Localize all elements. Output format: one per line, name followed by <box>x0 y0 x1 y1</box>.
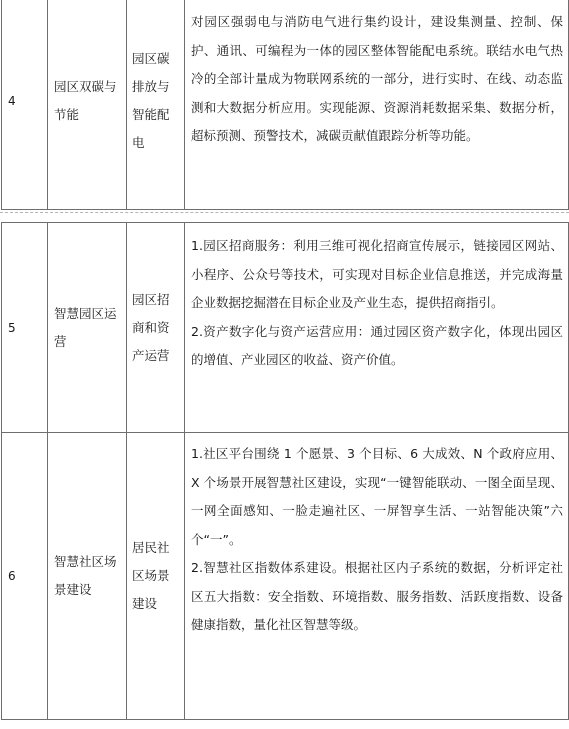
category-cell: 园区双碳与节能 <box>48 0 127 210</box>
subcategory-cell: 园区招商和资产运营 <box>127 223 185 433</box>
subcategory-cell: 居民社区场景建设 <box>127 433 185 720</box>
table-row <box>2 433 569 720</box>
description-paragraph: 1.园区招商服务：利用三维可视化招商宣传展示，链接园区网站、小程序、公众号等技术，可实现对目标企业信息推送，并完成海量企业数据挖掘潜在目标企业及产业生态，提供招商指引。 <box>191 238 563 310</box>
row-number: 6 <box>2 433 48 720</box>
description-paragraph: 2.资产数字化与资产运营应用：通过园区资产数字化，体现出园区的增值、产业园区的收益、资产价值。 <box>191 323 563 367</box>
category-cell: 智慧社区场景建设 <box>48 433 127 720</box>
table-row <box>2 223 569 433</box>
description-paragraph: 1.社区平台围绕 1 个愿景、3 个目标、6 大成效、N 个政府应用、X 个场景开展智慧社区建设，实现“一键智能联动、一图全面呈现、一网全面感知、一脸走遍社区、一屏智享生活、一站智能决策”六个“一”。 <box>191 446 563 547</box>
table-row-6 <box>1 432 569 720</box>
table-row-4 <box>1 0 569 210</box>
category-cell: 智慧园区运营 <box>48 223 127 433</box>
subcategory-cell: 园区碳排放与智能配电 <box>127 0 185 210</box>
description-cell <box>185 223 569 433</box>
row-number: 5 <box>2 223 48 433</box>
description-paragraph: 对园区强弱电与消防电气进行集约设计，建设集测量、控制、保护、通讯、可编程为一体的园区整体智能配电系统。联结水电气热冷的全部计量成为物联网系统的一部分，进行实时、在线、动态监测和大数据分析应用。实现能源、资源消耗数据采集、数据分析，超标预测、预警技术，减碳贡献值跟踪分析等功能。 <box>191 14 563 143</box>
table-row <box>2 0 569 210</box>
row-number: 4 <box>2 0 48 210</box>
page-break-divider <box>0 212 569 213</box>
description-cell <box>185 433 569 720</box>
description-paragraph: 2.智慧社区指数体系建设。根据社区内子系统的数据，分析评定社区五大指数：安全指数、环境指数、服务指数、活跃度指数、设备健康指数，量化社区智慧等级。 <box>191 560 563 632</box>
description-cell <box>185 0 569 210</box>
table-row-5 <box>1 222 569 433</box>
